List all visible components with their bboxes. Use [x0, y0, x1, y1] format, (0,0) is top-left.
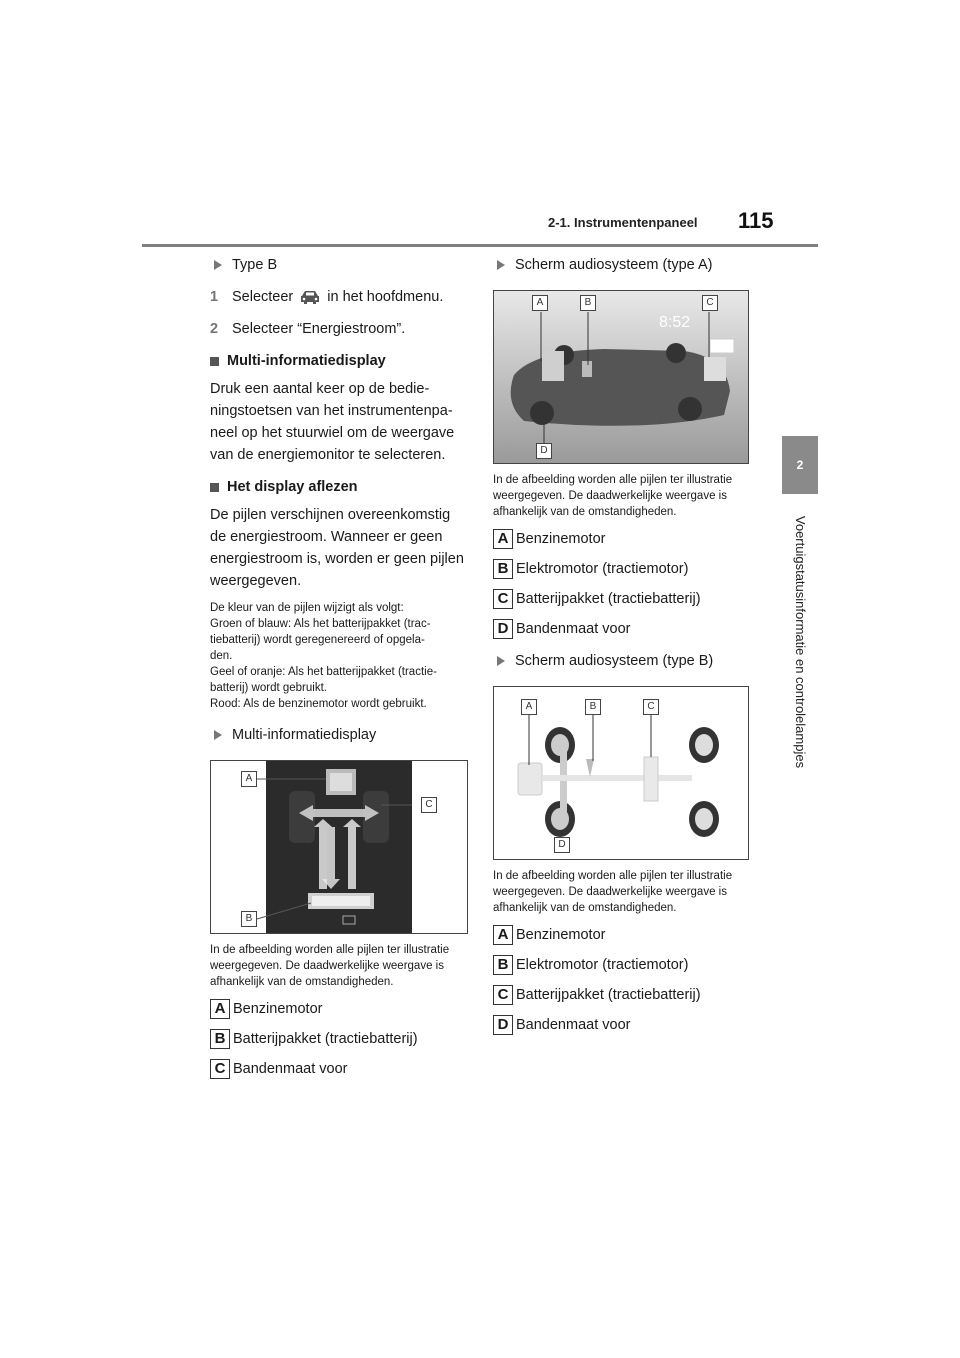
triangle-bullet-icon: [214, 260, 222, 270]
audio-b-title-line: [493, 650, 751, 672]
legend-key: C: [210, 1059, 230, 1079]
note-line: den.: [210, 650, 233, 662]
audio-b-figure: [493, 686, 749, 860]
right-column: [493, 254, 751, 1036]
legend-label: Elektromotor (tractiemotor): [516, 957, 689, 973]
note-line: Geel of oranje: Als het batterijpakket (tractie-: [210, 666, 437, 678]
legend-key: D: [493, 619, 513, 639]
heading-text: Multi-informatiedisplay: [227, 353, 386, 369]
clock-text: 8:52: [659, 314, 691, 331]
legend-key: A: [493, 925, 513, 945]
legend-item: [210, 1058, 468, 1080]
callout-c: C: [643, 699, 659, 715]
callout-a: A: [532, 295, 548, 311]
figure-caption: In de afbeelding worden alle pijlen ter illustratie weergegeven. De daadwerkelijke weergave is afhankelijk van de omstandigheden.: [493, 870, 733, 914]
callout-b: B: [585, 699, 601, 715]
page-number: 115: [738, 208, 774, 233]
paragraph-multi-info: Druk een aantal keer op de bedieningstoetsen van het instrumentenpaneel op het stuurwiel om de weergave van de energiemonitor te selecteren.: [210, 381, 455, 463]
note-line: De kleur van de pijlen wijzigt als volgt:: [210, 602, 404, 614]
step-number: 2: [210, 321, 219, 337]
legend-key: B: [493, 559, 513, 579]
callout-a: A: [241, 771, 257, 787]
legend-item: [493, 954, 751, 976]
section-title: 2-1. Instrumentenpaneel: [548, 215, 698, 230]
triangle-bullet-icon: [497, 656, 505, 666]
multi-info-title-line: [210, 724, 468, 746]
square-bullet-icon: [210, 483, 219, 492]
square-bullet-icon: [210, 357, 219, 366]
legend-key: C: [493, 985, 513, 1005]
triangle-bullet-icon: [214, 730, 222, 740]
legend-label: Batterijpakket (tractiebatterij): [516, 591, 701, 607]
vehicle-icon: [299, 289, 321, 305]
multi-info-figure: [210, 760, 468, 934]
callout-d: D: [536, 443, 552, 459]
chapter-tab: 2: [782, 436, 818, 494]
callout-a: A: [521, 699, 537, 715]
legend-item: [493, 618, 751, 640]
legend-key: B: [210, 1029, 230, 1049]
callout-c: C: [421, 797, 437, 813]
note-line: batterij) wordt gebruikt.: [210, 682, 327, 694]
step-number: 1: [210, 289, 219, 305]
audio-a-figure: [493, 290, 749, 464]
heading-multi-info: [210, 350, 468, 372]
legend-label: Benzinemotor: [233, 1001, 323, 1017]
callout-b: B: [241, 911, 257, 927]
step-1: [210, 286, 468, 308]
header-rule: [142, 244, 818, 247]
figure-caption: In de afbeelding worden alle pijlen ter illustratie weergegeven. De daadwerkelijke weergave is afhankelijk van de omstandigheden.: [210, 944, 450, 988]
legend-label: Benzinemotor: [516, 531, 606, 547]
legend-label: Batterijpakket (tractiebatterij): [233, 1031, 418, 1047]
step-text: in het hoofdmenu.: [327, 289, 444, 305]
legend-label: Bandenmaat voor: [516, 621, 631, 637]
heading-read-display: [210, 476, 468, 498]
legend-item: [493, 1014, 751, 1036]
legend-key: A: [493, 529, 513, 549]
type-b-line: [210, 254, 468, 276]
note-line: Groen of blauw: Als het batterijpakket (trac-: [210, 618, 431, 630]
figure-title: Scherm audiosysteem (type B): [515, 653, 714, 669]
arrow-color-note: [210, 600, 468, 712]
step-2: [210, 318, 468, 340]
callout-c: C: [702, 295, 718, 311]
legend-label: Batterijpakket (tractiebatterij): [516, 987, 701, 1003]
legend-item: [210, 998, 468, 1020]
left-column: [210, 254, 468, 1080]
type-b-label: Type B: [232, 257, 278, 273]
step-text: Selecteer “Energiestroom”.: [232, 321, 406, 337]
heading-text: Het display aflezen: [227, 479, 358, 495]
legend-label: Bandenmaat voor: [233, 1061, 348, 1077]
note-line: Rood: Als de benzinemotor wordt gebruikt.: [210, 698, 427, 710]
step-text: Selecteer: [232, 289, 294, 305]
callout-b: B: [580, 295, 596, 311]
figure-caption: In de afbeelding worden alle pijlen ter illustratie weergegeven. De daadwerkelijke weergave is afhankelijk van de omstandigheden.: [493, 474, 733, 518]
triangle-bullet-icon: [497, 260, 505, 270]
figure-title: Multi-informatiedisplay: [232, 727, 377, 743]
legend-item: [493, 984, 751, 1006]
legend-label: Bandenmaat voor: [516, 1017, 631, 1033]
paragraph-read-display: De pijlen verschijnen overeenkomstig de energiestroom. Wanneer er geen energiestroom is, worden er geen pijlen weergegeven.: [210, 507, 464, 589]
note-line: tiebatterij) wordt geregenereerd of opgela-: [210, 634, 425, 646]
legend-key: C: [493, 589, 513, 609]
legend-key: D: [493, 1015, 513, 1035]
legend-key: B: [493, 955, 513, 975]
legend-label: Benzinemotor: [516, 927, 606, 943]
audio-a-illustration: [494, 291, 748, 463]
legend-item: [493, 924, 751, 946]
chapter-title: Voertuigstatusinformatie en controlelampjes: [793, 515, 808, 769]
legend-item: [210, 1028, 468, 1050]
figure-title: Scherm audiosysteem (type A): [515, 257, 713, 273]
legend-item: [493, 588, 751, 610]
legend-item: [493, 558, 751, 580]
legend-label: Elektromotor (tractiemotor): [516, 561, 689, 577]
legend-key: A: [210, 999, 230, 1019]
audio-a-title-line: [493, 254, 751, 276]
legend-item: [493, 528, 751, 550]
callout-d: D: [554, 837, 570, 853]
